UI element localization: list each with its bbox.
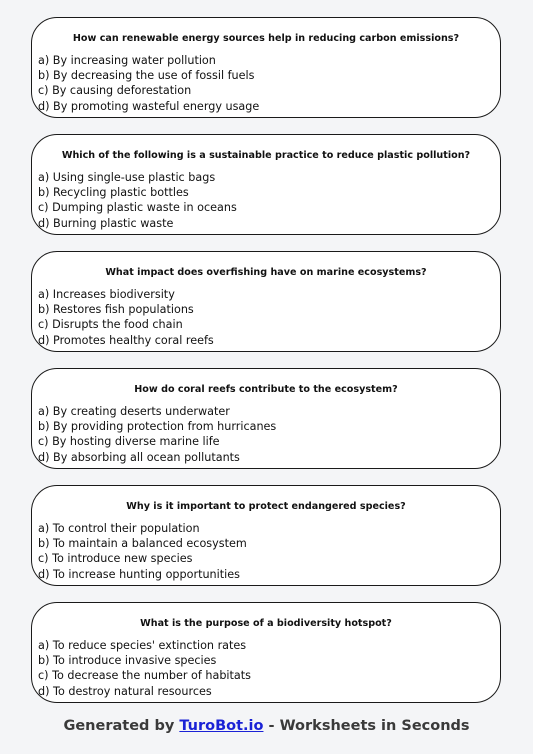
option-b: b) By providing protection from hurricanes	[38, 420, 277, 434]
question-card-2	[31, 134, 501, 235]
answer-options	[38, 170, 237, 231]
question-text: How do coral reefs contribute to the ecosystem?	[134, 384, 398, 395]
question-card-5	[31, 485, 501, 586]
question-card-3	[31, 251, 501, 352]
option-c: c) By hosting diverse marine life	[38, 435, 220, 449]
option-d: d) To increase hunting opportunities	[38, 567, 240, 581]
option-d: d) Burning plastic waste	[38, 216, 174, 230]
option-b: b) Recycling plastic bottles	[38, 186, 189, 200]
question-text: What is the purpose of a biodiversity hotspot?	[140, 618, 392, 629]
question-card-6	[31, 602, 501, 703]
option-c: c) By causing deforestation	[38, 84, 192, 98]
option-a: a) To reduce species' extinction rates	[38, 639, 247, 652]
option-b: b) By decreasing the use of fossil fuels	[38, 69, 255, 83]
option-c: c) To decrease the number of habitats	[38, 669, 251, 683]
answer-options	[38, 521, 247, 582]
option-a: a) Using single-use plastic bags	[38, 171, 216, 184]
question-text: Why is it important to protect endangered species?	[126, 501, 406, 512]
question-text: Which of the following is a sustainable practice to reduce plastic pollution?	[61, 150, 471, 161]
option-c: c) Dumping plastic waste in oceans	[38, 201, 237, 215]
answer-options	[38, 53, 259, 114]
question-card-4	[31, 368, 501, 469]
option-d: d) To destroy natural resources	[38, 684, 212, 698]
turobot-link[interactable]: TuroBot.io	[179, 718, 264, 734]
option-c: c) Disrupts the food chain	[38, 318, 183, 332]
option-a: a) Increases biodiversity	[38, 288, 175, 301]
answer-options	[38, 638, 251, 699]
option-a: a) By creating deserts underwater	[38, 405, 230, 418]
footer	[0, 718, 533, 734]
option-c: c) To introduce new species	[38, 552, 193, 566]
option-b: b) To maintain a balanced ecosystem	[38, 537, 247, 551]
answer-options	[38, 287, 214, 348]
question-text: What impact does overfishing have on marine ecosystems?	[105, 267, 427, 278]
footer-suffix: - Worksheets in Seconds	[263, 718, 470, 734]
question-text: How can renewable energy sources help in reducing carbon emissions?	[72, 33, 460, 44]
option-d: d) Promotes healthy coral reefs	[38, 333, 214, 347]
footer-prefix: Generated by	[63, 718, 180, 734]
option-a: a) To control their population	[38, 522, 200, 535]
option-d: d) By absorbing all ocean pollutants	[38, 450, 240, 464]
option-a: a) By increasing water pollution	[38, 54, 216, 67]
question-card-1	[31, 17, 501, 118]
answer-options	[38, 404, 276, 465]
option-b: b) Restores fish populations	[38, 303, 194, 317]
option-d: d) By promoting wasteful energy usage	[38, 99, 260, 113]
option-b: b) To introduce invasive species	[38, 654, 217, 668]
